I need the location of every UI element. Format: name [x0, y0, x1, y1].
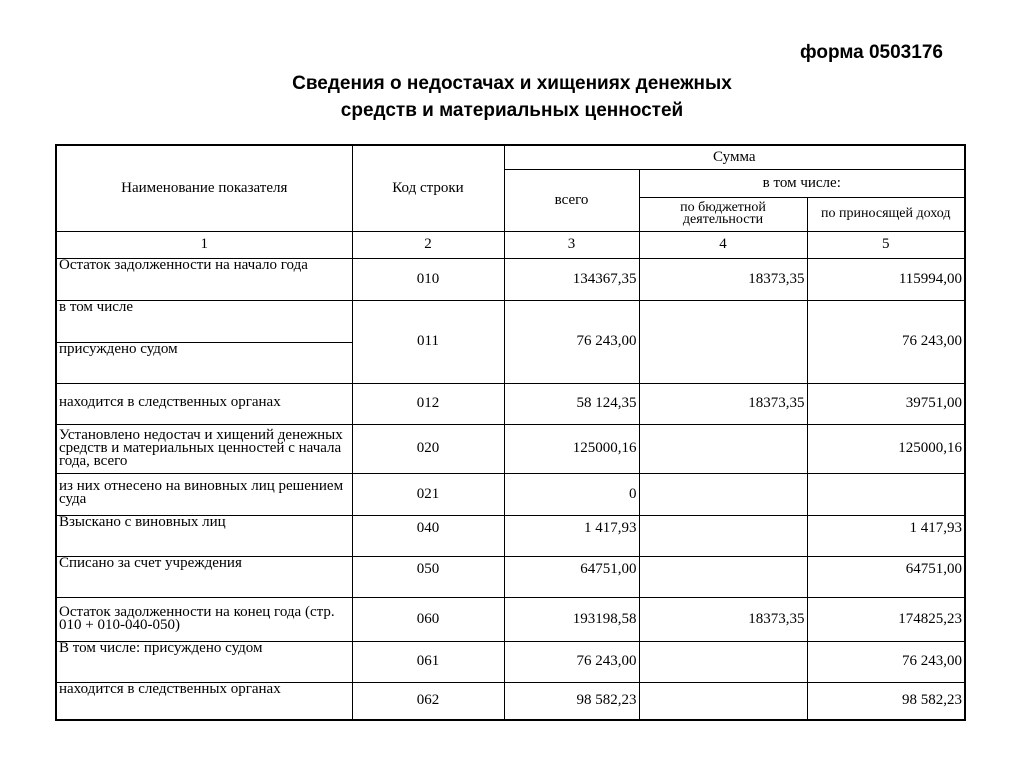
row-name: Взыскано с виновных лиц — [56, 515, 352, 556]
row-budget — [639, 473, 807, 515]
row-budget — [639, 424, 807, 473]
table-row — [56, 473, 965, 515]
table-row — [56, 515, 965, 556]
row-total: 76 243,00 — [504, 641, 639, 682]
row-income: 98 582,23 — [807, 682, 965, 720]
row-code: 011 — [352, 300, 504, 383]
table-row — [56, 424, 965, 473]
row-total: 58 124,35 — [504, 383, 639, 424]
row-income: 76 243,00 — [807, 300, 965, 383]
table-row — [56, 300, 965, 342]
row-total: 134367,35 — [504, 258, 639, 300]
row-total: 64751,00 — [504, 556, 639, 597]
table-row — [56, 556, 965, 597]
row-code: 020 — [352, 424, 504, 473]
table-row — [56, 383, 965, 424]
row-total: 193198,58 — [504, 597, 639, 641]
table-row — [56, 258, 965, 300]
header-code: Код строки — [352, 145, 504, 231]
col-number-3: 3 — [504, 231, 639, 258]
row-budget — [639, 682, 807, 720]
row-budget — [639, 515, 807, 556]
row-total: 98 582,23 — [504, 682, 639, 720]
row-code: 010 — [352, 258, 504, 300]
row-total: 76 243,00 — [504, 300, 639, 383]
row-budget — [639, 641, 807, 682]
title-line-2: средств и материальных ценностей — [340, 100, 684, 121]
row-name: находится в следственных органах — [56, 682, 352, 720]
table-row — [56, 641, 965, 682]
col-number-2: 2 — [352, 231, 504, 258]
row-budget: 18373,35 — [639, 258, 807, 300]
header-total: всего — [504, 169, 639, 231]
title-line-1: Сведения о недостачах и хищениях денежных — [292, 73, 732, 94]
report-table — [55, 144, 966, 721]
header-sum: Сумма — [504, 145, 965, 169]
row-name: Остаток задолженности на конец года (стр. 010 + 010-040-050) — [56, 597, 352, 641]
table-row — [56, 682, 965, 720]
row-name: Списано за счет учреждения — [56, 556, 352, 597]
col-number-5: 5 — [807, 231, 965, 258]
header-name: Наименование показателя — [56, 145, 352, 231]
row-code: 040 — [352, 515, 504, 556]
row-name-sub: присуждено судом — [56, 342, 352, 383]
row-total: 125000,16 — [504, 424, 639, 473]
header-budget: по бюджетной деятельности — [639, 197, 807, 231]
row-income: 1 417,93 — [807, 515, 965, 556]
row-budget: 18373,35 — [639, 383, 807, 424]
table-row — [56, 597, 965, 641]
row-code: 050 — [352, 556, 504, 597]
row-name: Установлено недостач и хищений денежных средств и материальных ценностей с начала года, всего — [56, 424, 352, 473]
row-income: 174825,23 — [807, 597, 965, 641]
row-total: 1 417,93 — [504, 515, 639, 556]
row-income: 125000,16 — [807, 424, 965, 473]
row-name: из них отнесено на виновных лиц решением суда — [56, 473, 352, 515]
row-name: находится в следственных органах — [56, 383, 352, 424]
row-income: 64751,00 — [807, 556, 965, 597]
row-income: 76 243,00 — [807, 641, 965, 682]
row-name: Остаток задолженности на начало года — [56, 258, 352, 300]
row-budget — [639, 300, 807, 383]
col-number-1: 1 — [56, 231, 352, 258]
form-code: форма 0503176 — [800, 42, 943, 63]
col-number-4: 4 — [639, 231, 807, 258]
row-name: в том числе — [56, 300, 352, 342]
row-income — [807, 473, 965, 515]
row-total: 0 — [504, 473, 639, 515]
row-income: 39751,00 — [807, 383, 965, 424]
row-code: 021 — [352, 473, 504, 515]
row-budget: 18373,35 — [639, 597, 807, 641]
row-name: В том числе: присуждено судом — [56, 641, 352, 682]
header-income: по приносящей доход — [807, 197, 965, 231]
row-code: 061 — [352, 641, 504, 682]
row-code: 062 — [352, 682, 504, 720]
row-code: 060 — [352, 597, 504, 641]
row-budget — [639, 556, 807, 597]
header-including: в том числе: — [639, 169, 965, 197]
row-income: 115994,00 — [807, 258, 965, 300]
row-code: 012 — [352, 383, 504, 424]
document-title — [0, 70, 1024, 124]
